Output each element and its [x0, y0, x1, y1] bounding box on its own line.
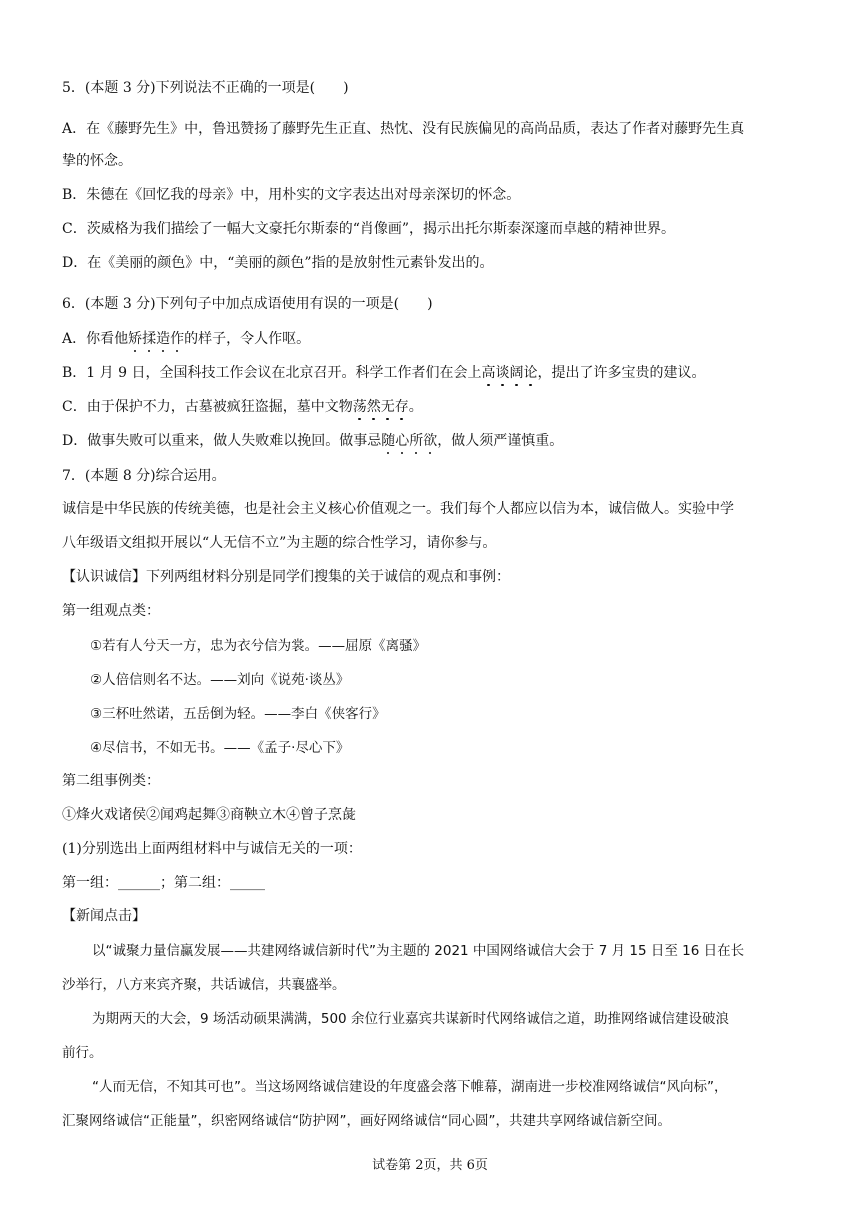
group2-title: 第二组事例类： [62, 773, 160, 789]
dotted-char: 矫 [128, 331, 143, 347]
section-heading-news: 【新闻点击】 [62, 908, 146, 924]
news-paragraph: 以“诚聚力量信赢发展——共建网络诚信新时代”为主题的 2021 中国网络诚信大会于 7 月 15 日至 16 日在长 [92, 943, 745, 959]
news-paragraph-cont: 前行。 [62, 1045, 103, 1061]
dotted-char: 高 [481, 365, 496, 381]
quote-item: ③三杯吐然诺，五岳倒为轻。——李白《侠客行》 [90, 706, 386, 722]
dotted-char: 心 [395, 433, 410, 449]
dotted-char: 欲 [423, 433, 438, 449]
q7-intro-cont: 八年级语文组拟开展以“人无信不立”为主题的综合性学习，请你参与。 [62, 535, 497, 551]
dotted-char: 无 [380, 399, 395, 415]
q5-option-a: A．在《藤野先生》中，鲁迅赞扬了藤野先生正直、热忱、没有民族偏见的高尚品质，表达了作者对藤野先生真 [62, 121, 745, 137]
group1-title: 第一组观点类： [62, 603, 160, 619]
dotted-char: 论 [523, 365, 538, 381]
quote-item: ④尽信书，不如无书。——《孟子·尽心下》 [90, 740, 350, 756]
sub-question-1: (1)分别选出上面两组材料中与诚信无关的一项： [62, 841, 362, 857]
q6-option-b: B．1 月 9 日，全国科技工作会议在北京召开。科学工作者们在会上高谈阔论，提出了许多宝贵的建议。 [62, 365, 706, 381]
q5-option-b: B．朱德在《回忆我的母亲》中，用朴实的文字表达出对母亲深切的怀念。 [62, 187, 521, 203]
group2-examples: ①烽火戏诸侯②闻鸡起舞③商鞅立木④曾子烹彘 [62, 807, 356, 823]
q6-option-d: D．做事失败可以重来，做人失败难以挽回。做事忌随心所欲，做人须严谨慎重。 [62, 433, 564, 449]
q5-option-d: D．在《美丽的颜色》中，“美丽的颜色”指的是放射性元素钋发出的。 [62, 255, 494, 271]
news-paragraph-cont: 沙举行，八方来宾齐聚，共话诚信，共襄盛举。 [62, 977, 346, 993]
quote-item: ②人倍信则名不达。——刘向《说苑·谈丛》 [90, 672, 350, 688]
dotted-char: 所 [409, 433, 424, 449]
dotted-char: 然 [366, 399, 381, 415]
dotted-char: 随 [381, 433, 396, 449]
dotted-char: 揉 [142, 331, 157, 347]
dotted-char: 作 [170, 331, 185, 347]
dotted-char: 存 [394, 399, 409, 415]
q6-stem: 6．(本题 3 分)下列句子中加点成语使用有误的一项是( ) [62, 296, 433, 312]
section-heading-recognize: 【认识诚信】下列两组材料分别是同学们搜集的关于诚信的观点和事例： [62, 569, 510, 585]
q6-option-a: A．你看他矫揉造作的样子，令人作呕。 [62, 331, 311, 347]
q7-intro: 诚信是中华民族的传统美德，也是社会主义核心价值观之一。我们每个人都应以信为本，诚信做人。实验中学 [62, 501, 734, 517]
dotted-char: 荡 [352, 399, 367, 415]
q5-option-c: C．茨威格为我们描绘了一幅大文豪托尔斯泰的“肖像画”，揭示出托尔斯泰深邃而卓越的精神世界。 [62, 221, 676, 237]
news-paragraph-cont: 汇聚网络诚信“正能量”，织密网络诚信“防护网”，画好网络诚信“同心圆”，共建共享网络诚信新空间。 [62, 1113, 671, 1129]
q5-option-a-cont: 挚的怀念。 [62, 153, 132, 169]
dotted-char: 阔 [509, 365, 524, 381]
q6-option-c: C．由于保护不力，古墓被疯狂盗掘，墓中文物荡然无存。 [62, 399, 423, 415]
news-paragraph: 为期两天的大会，9 场活动硕果满满，500 余位行业嘉宾共谋新时代网络诚信之道，助推网络诚信建设破浪 [92, 1011, 729, 1027]
dotted-char: 造 [156, 331, 171, 347]
news-paragraph: “人而无信，不知其可也”。当这场网络诚信建设的年度盛会落下帷幕，湖南进一步校准网络诚信“风向标”， [92, 1079, 728, 1095]
sub-question-1-answer-blanks: 第一组：______；第二组：_____ [62, 875, 265, 891]
dotted-char: 谈 [495, 365, 510, 381]
q7-stem: 7．(本题 8 分)综合运用。 [62, 468, 226, 484]
quote-item: ①若有人兮天一方，忠为衣兮信为裳。——屈原《离骚》 [90, 638, 427, 654]
page-footer: 试卷第 2页，共 6页 [372, 1158, 488, 1173]
q5-stem: 5．(本题 3 分)下列说法不正确的一项是( ) [62, 80, 349, 96]
